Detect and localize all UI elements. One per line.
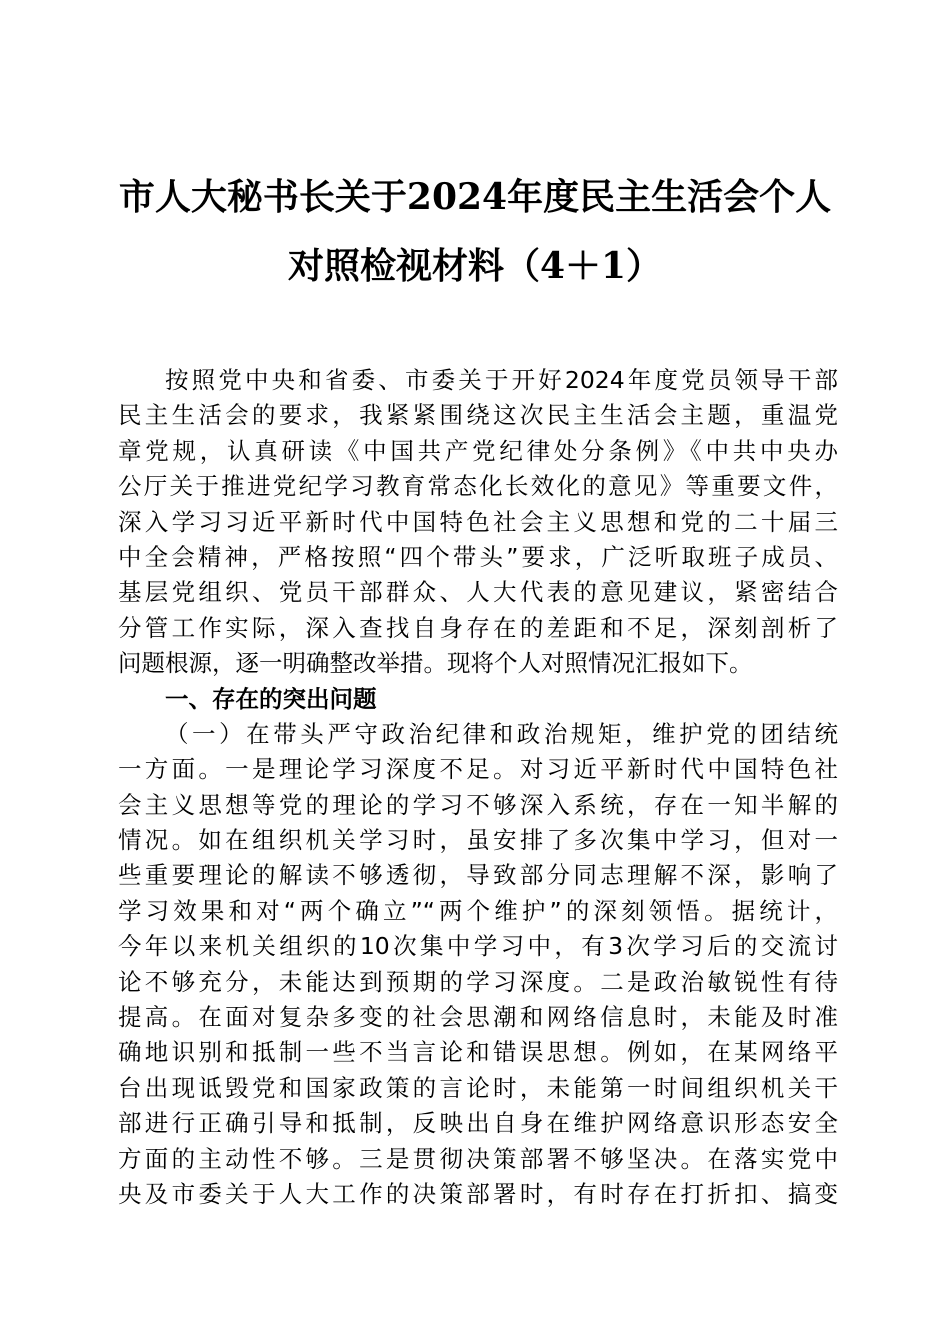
paragraph-2-line: 学习效果和对“两个确立”“两个维护”的深刻领悟。据统计， <box>118 896 838 925</box>
paragraph-2-line: 提高。在面对复杂多变的社会思潮和网络信息时，未能及时准 <box>118 1003 838 1032</box>
paragraph-1-line: 章党规，认真研读《中国共产党纪律处分条例》《中共中央办 <box>118 436 838 465</box>
paragraph-2-line: 确地识别和抵制一些不当言论和错误思想。例如，在某网络平 <box>118 1038 838 1067</box>
paragraph-1-line: 基层党组织、党员干部群众、人大代表的意见建议，紧密结合 <box>118 578 838 607</box>
paragraph-1-line: 问题根源，逐一明确整改举措。现将个人对照情况汇报如下。 <box>118 649 753 678</box>
paragraph-1-line: 分管工作实际，深入查找自身存在的差距和不足，深刻剖析了 <box>118 613 838 642</box>
paragraph-1-line: 中全会精神，严格按照“四个带头”要求，广泛听取班子成员、 <box>118 542 838 571</box>
paragraph-1-line: 深入学习习近平新时代中国特色社会主义思想和党的二十届三 <box>118 507 838 536</box>
paragraph-2-line: 情况。如在组织机关学习时，虽安排了多次集中学习，但对一 <box>118 826 838 855</box>
paragraph-2-line: 台出现诋毁党和国家政策的言论时，未能第一时间组织机关干 <box>118 1073 838 1102</box>
document-title-line-1: 市人大秘书长关于2024年度民主生活会个人 <box>118 176 832 218</box>
paragraph-1-line: 民主生活会的要求，我紧紧围绕这次民主生活会主题，重温党 <box>118 401 838 430</box>
paragraph-2-line: 部进行正确引导和抵制，反映出自身在维护网络意识形态安全 <box>118 1109 838 1138</box>
paragraph-2-line: 会主义思想等党的理论的学习不够深入系统，存在一知半解的 <box>118 790 838 819</box>
paragraph-2-line: 今年以来机关组织的10次集中学习中，有3次学习后的交流讨 <box>118 932 838 961</box>
paragraph-2-line: 央及市委关于人大工作的决策部署时，有时存在打折扣、搞变 <box>118 1179 838 1208</box>
section-1-heading: 一、存在的突出问题 <box>165 684 377 713</box>
paragraph-2-line: 论不够充分，未能达到预期的学习深度。二是政治敏锐性有待 <box>118 967 838 996</box>
paragraph-1-line: 公厅关于推进党纪学习教育常态化长效化的意见》等重要文件， <box>118 472 838 501</box>
document-title-line-2: 对照检视材料（4＋1） <box>287 245 663 287</box>
document-body <box>118 363 838 1212</box>
paragraph-2-line: 方面的主动性不够。三是贯彻决策部署不够坚决。在落实党中 <box>118 1144 838 1173</box>
paragraph-1-line: 按照党中央和省委、市委关于开好2024年度党员领导干部 <box>165 366 838 394</box>
paragraph-2-line: 些重要理论的解读不够透彻，导致部分同志理解不深，影响了 <box>118 861 838 890</box>
paragraph-2-line: 一方面。一是理论学习深度不足。对习近平新时代中国特色社 <box>118 755 838 784</box>
paragraph-2-line: （一）在带头严守政治纪律和政治规矩，维护党的团结统 <box>165 719 838 748</box>
